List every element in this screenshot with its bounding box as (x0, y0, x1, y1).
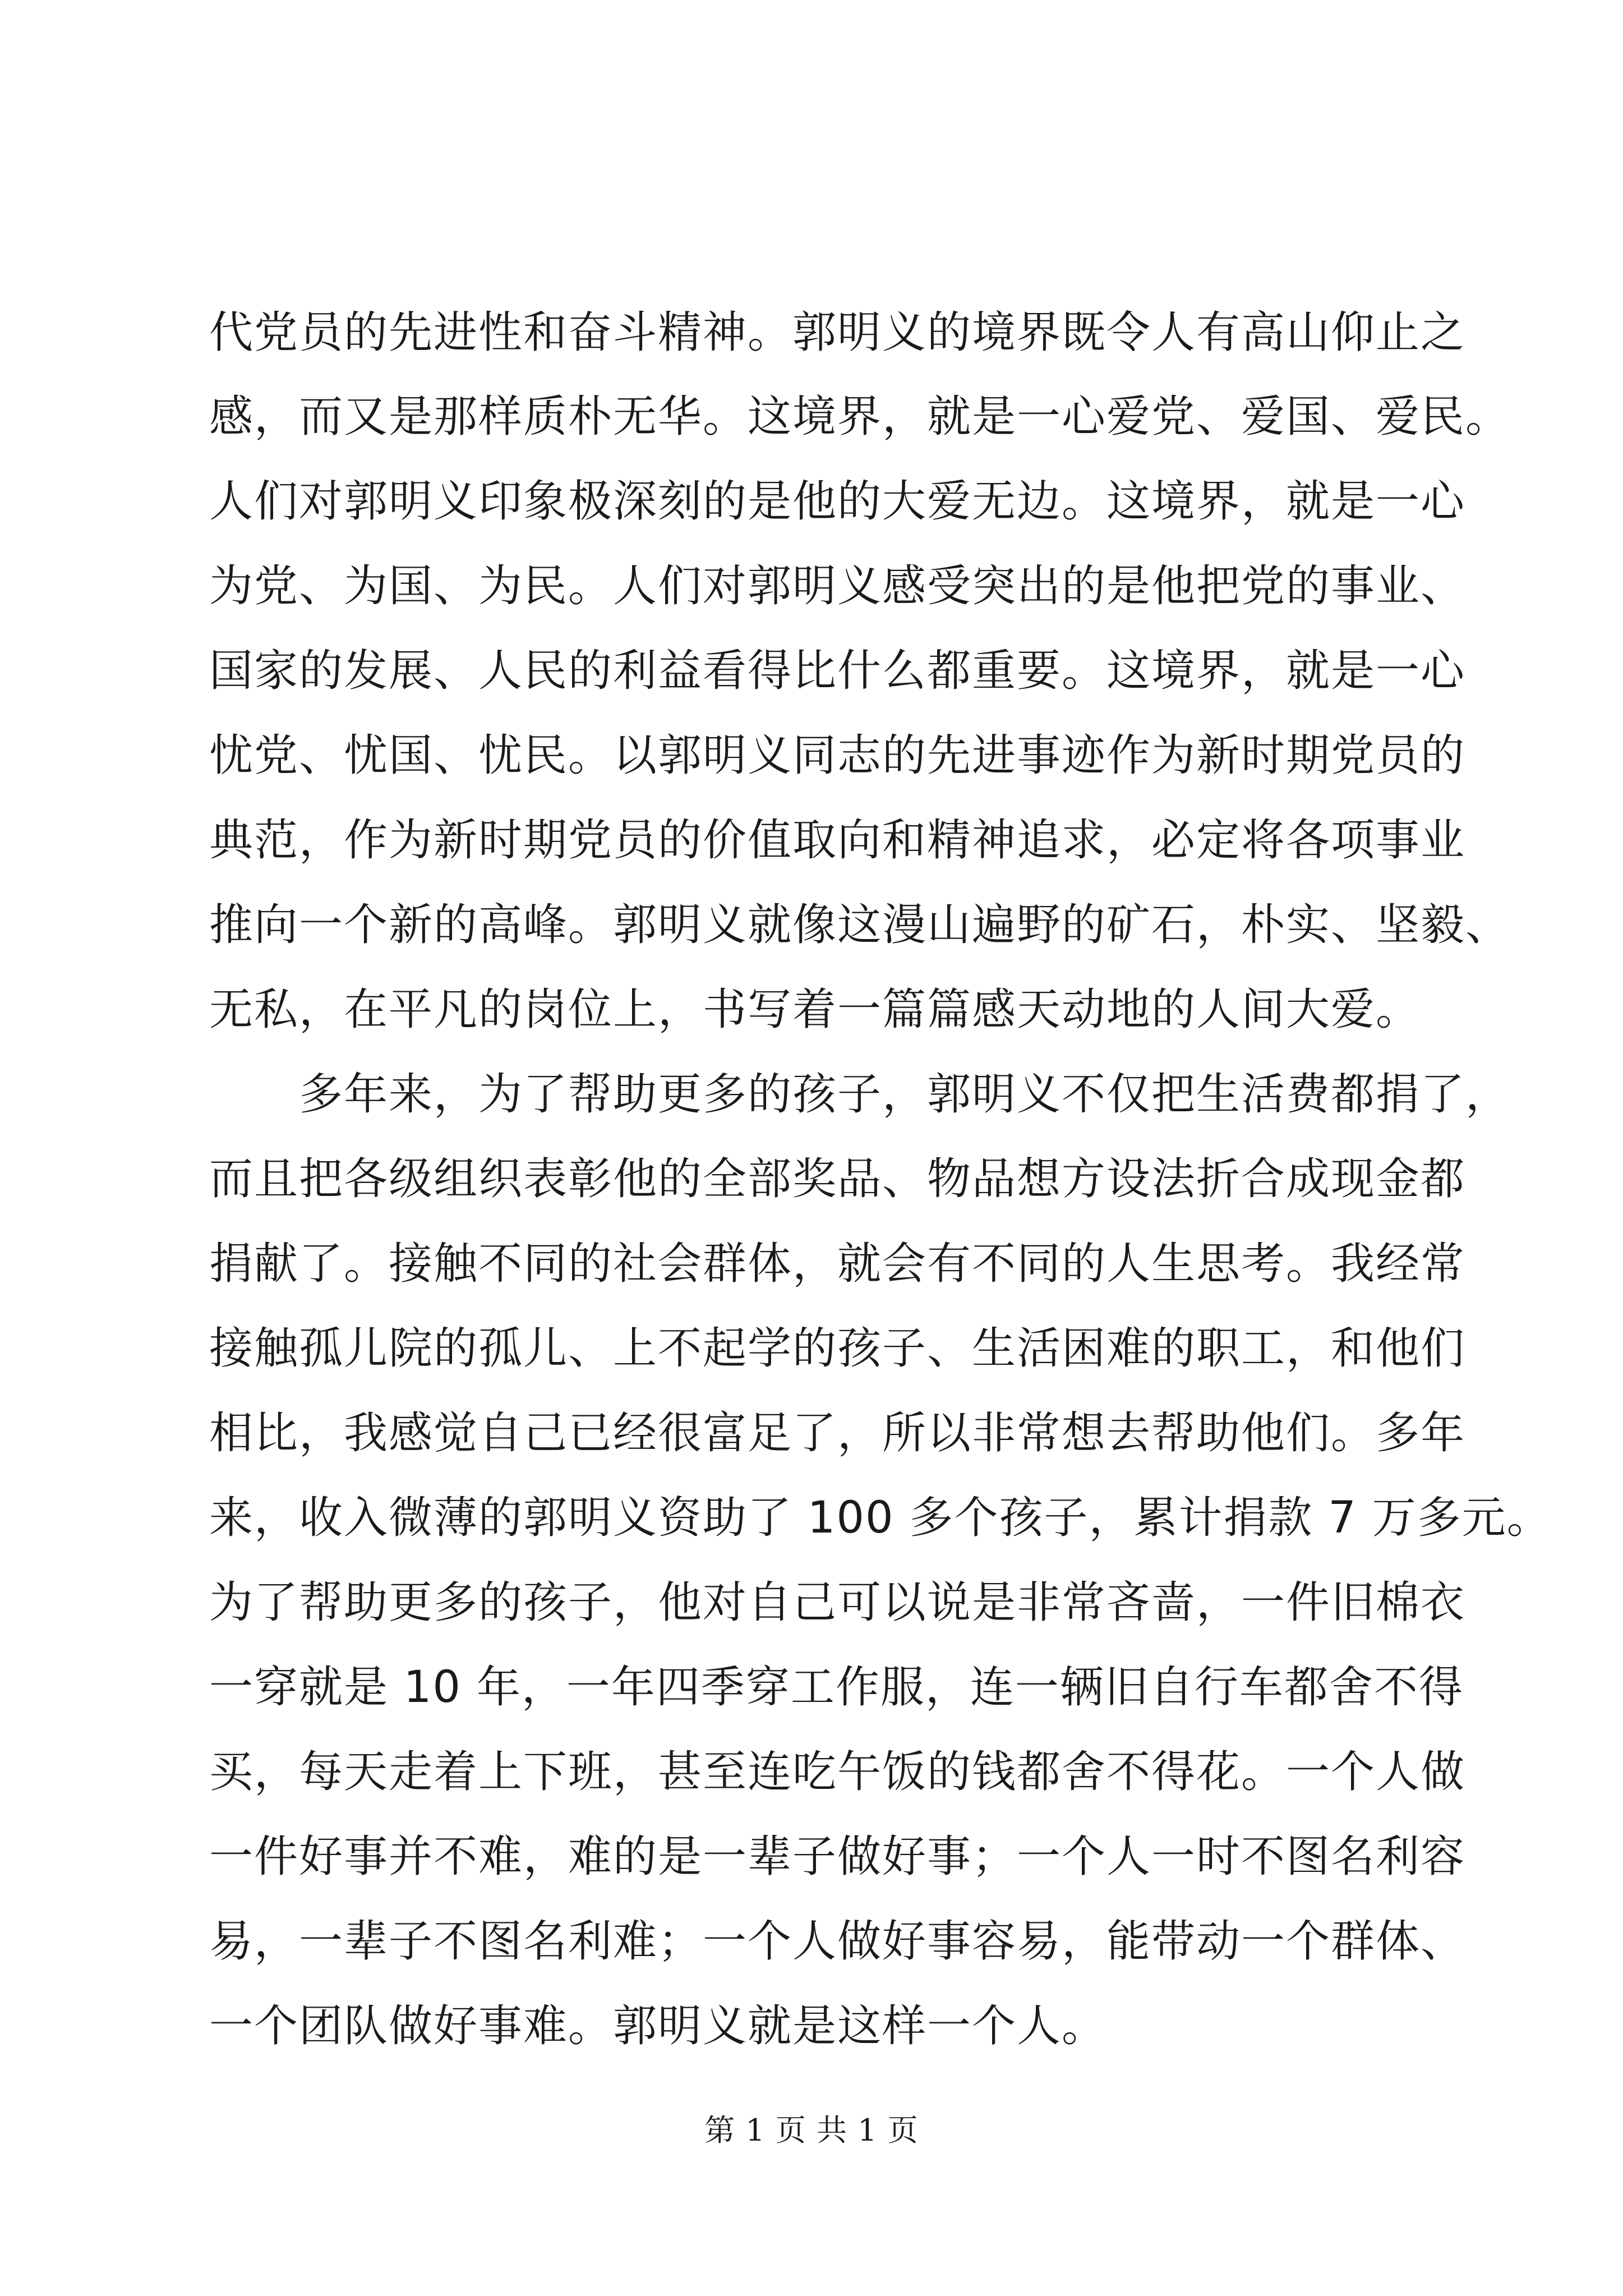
paragraph2-line-10: 一件好事并不难，难的是一辈子做好事；一个人一时不图名利容 (209, 1832, 1466, 1882)
paragraph1-line-8: 推向一个新的高峰。郭明义就像这漫山遍野的矿石，朴实、坚毅、 (209, 900, 1511, 950)
paragraph2-line-3: 捐献了。接触不同的社会群体，就会有不同的人生思考。我经常 (209, 1239, 1466, 1289)
paragraph2-line-8: 一穿就是 10 年，一年四季穿工作服，连一辆旧自行车都舍不得 (209, 1662, 1464, 1713)
paragraph2-line-9: 买，每天走着上下班，甚至连吃午饭的钱都舍不得花。一个人做 (209, 1747, 1466, 1797)
paragraph2-line-7: 为了帮助更多的孩子，他对自己可以说是非常吝啬，一件旧棉衣 (209, 1577, 1466, 1628)
paragraph1-line-6: 忧党、忧国、忧民。以郭明义同志的先进事迹作为新时期党员的 (209, 730, 1466, 781)
paragraph1-line-9: 无私，在平凡的岗位上，书写着一篇篇感天动地的人间大爱。 (209, 984, 1421, 1035)
paragraph1-line-1: 代党员的先进性和奋斗精神。郭明义的境界既令人有高山仰止之 (209, 307, 1466, 358)
paragraph2-line-2: 而且把各级组织表彰他的全部奖品、物品想方设法折合成现金都 (209, 1154, 1466, 1204)
page-number-footer: 第 1 页 共 1 页 (704, 2113, 919, 2148)
paragraph1-line-4: 为党、为国、为民。人们对郭明义感受突出的是他把党的事业、 (209, 561, 1466, 611)
paragraph2-line-11: 易，一辈子不图名利难；一个人做好事容易，能带动一个群体、 (209, 1916, 1466, 1967)
paragraph2-line-6: 来，收入微薄的郭明义资助了 100 多个孩子，累计捐款 7 万多元。 (209, 1493, 1552, 1543)
paragraph2-line-5: 相比，我感觉自己已经很富足了，所以非常想去帮助他们。多年 (209, 1408, 1466, 1458)
paragraph1-line-3: 人们对郭明义印象极深刻的是他的大爱无边。这境界，就是一心 (209, 476, 1466, 527)
paragraph2-line-12: 一个团队做好事难。郭明义就是这样一个人。 (209, 2001, 1107, 2051)
paragraph1-line-2: 感，而又是那样质朴无华。这境界，就是一心爱党、爱国、爱民。 (209, 392, 1511, 442)
paragraph1-line-5: 国家的发展、人民的利益看得比什么都重要。这境界，就是一心 (209, 646, 1466, 696)
paragraph2-line-1: 多年来，为了帮助更多的孩子，郭明义不仅把生活费都捐了， (299, 1069, 1511, 1120)
paragraph2-line-4: 接触孤儿院的孤儿、上不起学的孩子、生活困难的职工，和他们 (209, 1323, 1466, 1374)
paragraph1-line-7: 典范，作为新时期党员的价值取向和精神追求，必定将各项事业 (209, 815, 1466, 866)
